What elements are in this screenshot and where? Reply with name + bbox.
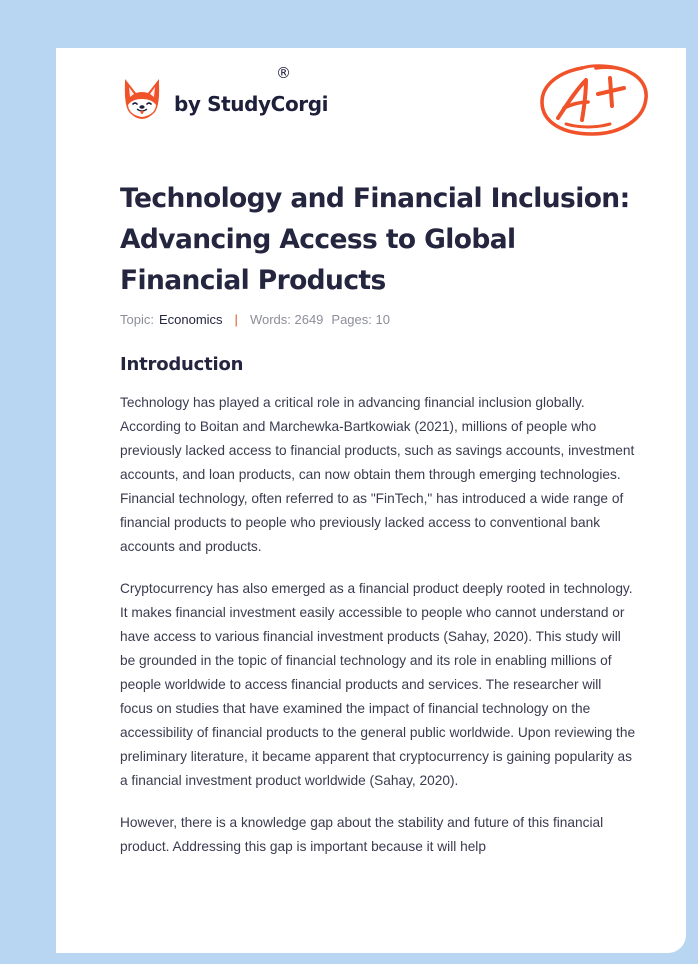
page-count: Pages: 10 xyxy=(331,312,390,327)
article-meta xyxy=(120,312,390,327)
paragraph: However, there is a knowledge gap about the stability and future of this financial product. Addressing this gap is important because it will help xyxy=(120,815,604,854)
paragraph: Technology has played a critical role in advancing financial inclusion globally. According to Boitan and Marchewka-Bartkowiak (2021), millions of people who previously lacked access to financial products, such as savings accounts, investment accounts, and loan products, can now obtain them through emerging technologies. Financial technology, often referred to as "FinTech," has introduced a wide range of financial products to people who previously lacked access to conventional bank accounts and products. xyxy=(120,395,635,554)
article-body xyxy=(120,391,636,877)
document-card xyxy=(56,48,686,953)
brand-name: by StudyCorgi xyxy=(174,92,329,116)
meta-separator: | xyxy=(234,312,238,327)
article-title: Technology and Financial Inclusion: Advancing Access to Global Financial Products xyxy=(120,183,630,296)
corgi-icon xyxy=(122,77,162,121)
paragraph: Cryptocurrency has also emerged as a financial product deeply rooted in technology. It makes financial investment easily accessible to people who cannot understand or have access to various financial investment products (Sahay, 2020). This study will be grounded in the topic of financial technology and its role in enabling millions of people worldwide to access financial products and services. The researcher will focus on studies that have examined the impact of financial technology on the accessibility of financial products to the general public worldwide. Upon reviewing the preliminary literature, it became apparent that cryptocurrency is gaining popularity as a financial investment product worldwide (Sahay, 2020). xyxy=(120,581,636,788)
word-count: Words: 2649 xyxy=(249,312,324,327)
brand-header[interactable] xyxy=(122,76,328,122)
a-plus-grade-icon xyxy=(536,58,652,142)
section-heading-introduction: Introduction xyxy=(120,354,244,375)
topic-label: Topic: xyxy=(120,312,154,327)
topic-link[interactable]: Economics xyxy=(158,312,223,327)
registered-mark: ® xyxy=(276,64,291,82)
